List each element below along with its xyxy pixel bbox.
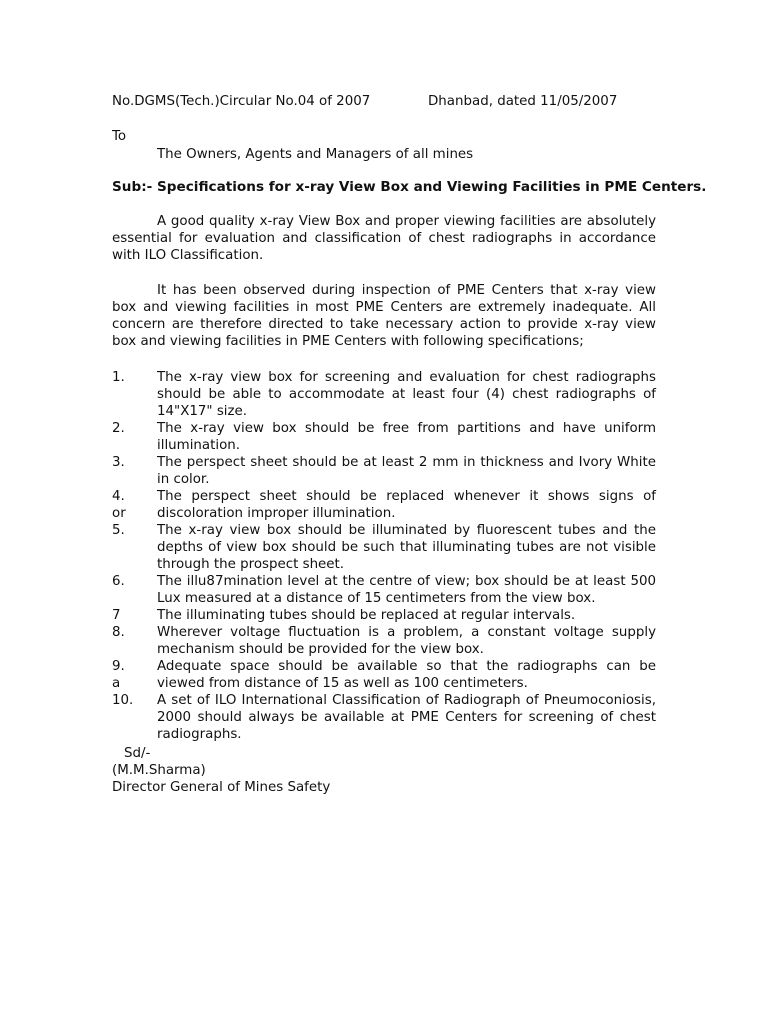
list-item bbox=[112, 607, 656, 624]
subject-text: Specifications for x-ray View Box and Viewing Facilities in PME Centers. bbox=[157, 179, 707, 195]
item-number: 6. bbox=[112, 574, 125, 589]
paragraph-intro: A good quality x-ray View Box and proper viewing facilities are absolutely essential for evaluation and classification of chest radiographs in accordance with ILO Classification. bbox=[112, 214, 656, 263]
item-text: The perspect sheet should be replaced whenever it shows signs of discoloration improper illumination. bbox=[157, 489, 656, 521]
item-number: 2. bbox=[112, 421, 125, 436]
list-item bbox=[112, 624, 656, 658]
list-item bbox=[112, 658, 656, 692]
list-item bbox=[112, 573, 656, 607]
reference-line bbox=[112, 93, 632, 110]
item-number: 9. a bbox=[112, 659, 125, 691]
item-text: The x-ray view box for screening and evaluation for chest radiographs should be able to accommodate at least four (4) chest radiographs of 14"X17" size. bbox=[157, 370, 656, 419]
item-text: A set of ILO International Classification of Radiograph of Pneumoconiosis, 2000 should always be available at PME Centers for screening of chest radiographs. bbox=[157, 693, 656, 742]
circular-number: No.DGMS(Tech.)Circular No.04 of 2007 bbox=[112, 94, 371, 109]
signature-mark: Sd/- bbox=[124, 746, 151, 761]
item-number: 5. bbox=[112, 523, 125, 538]
place-date: Dhanbad, dated 11/05/2007 bbox=[428, 94, 618, 109]
item-text: The illuminating tubes should be replaced at regular intervals. bbox=[157, 608, 576, 623]
signature-block bbox=[112, 745, 330, 796]
item-text: Adequate space should be available so that the radiographs can be viewed from distance of 15 as well as 100 centimeters. bbox=[157, 659, 656, 691]
list-item bbox=[112, 522, 656, 573]
item-text: The x-ray view box should be illuminated by fluorescent tubes and the depths of view box should be such that illuminating tubes are not visible through the prospect sheet. bbox=[157, 523, 656, 572]
list-item bbox=[112, 692, 656, 743]
paragraph-observation: It has been observed during inspection of PME Centers that x-ray view box and viewing facilities in most PME Centers are extremely inadequate. All concern are therefore directed to take necessary action to provide x-ray view box and viewing facilities in PME Centers with following specifications; bbox=[112, 283, 656, 349]
item-number: 10. bbox=[112, 693, 134, 708]
addressee: The Owners, Agents and Managers of all mines bbox=[157, 147, 474, 162]
item-number: 7 bbox=[112, 608, 121, 623]
list-item bbox=[112, 420, 656, 454]
item-text: The illu87mination level at the centre of view; box should be at least 500 Lux measured at a distance of 15 centimeters from the view box. bbox=[157, 574, 656, 606]
item-text: The x-ray view box should be free from partitions and have uniform illumination. bbox=[157, 421, 656, 453]
item-number: 1. bbox=[112, 370, 125, 385]
list-item bbox=[112, 369, 656, 420]
item-number: 3. bbox=[112, 455, 125, 470]
signatory-designation: Director General of Mines Safety bbox=[112, 780, 331, 795]
item-text: Wherever voltage fluctuation is a problem, a constant voltage supply mechanism should be provided for the view box. bbox=[157, 625, 656, 657]
signatory-name: (M.M.Sharma) bbox=[112, 763, 206, 778]
to-label: To bbox=[112, 129, 127, 144]
subject-line bbox=[112, 179, 707, 196]
subject-label: Sub:- bbox=[112, 179, 153, 195]
item-number: 4. or bbox=[112, 489, 126, 521]
item-text: The perspect sheet should be at least 2 mm in thickness and Ivory White in color. bbox=[157, 455, 656, 487]
list-item bbox=[112, 454, 656, 488]
specifications-list bbox=[112, 369, 656, 743]
list-item bbox=[112, 488, 656, 522]
item-number: 8. bbox=[112, 625, 125, 640]
